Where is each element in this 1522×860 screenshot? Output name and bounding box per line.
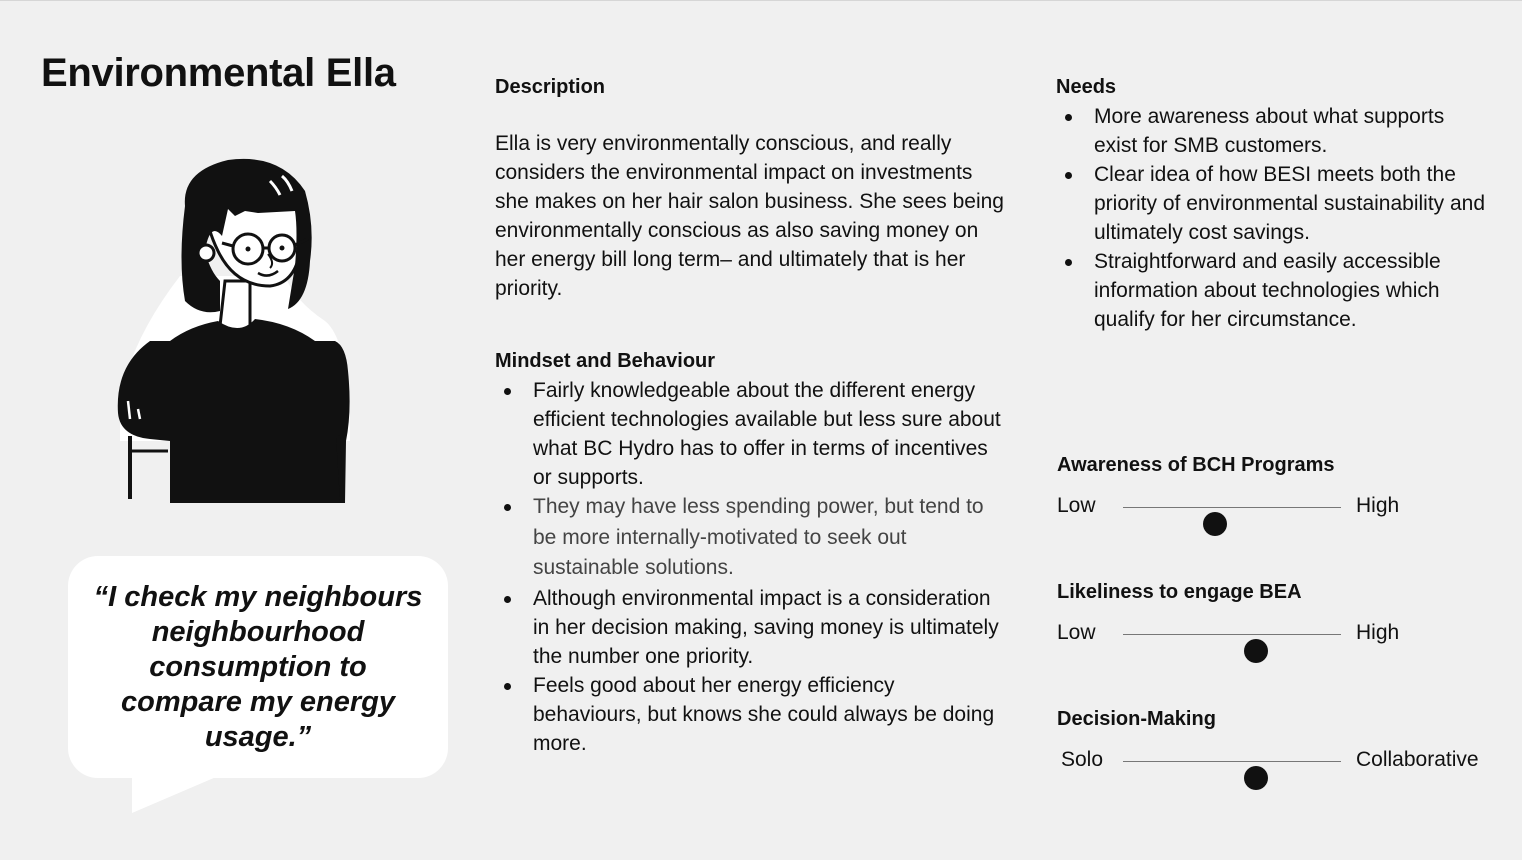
persona-avatar-illustration bbox=[110, 151, 360, 511]
scale-high-label: Collaborative bbox=[1356, 748, 1479, 771]
scale-track bbox=[1123, 507, 1341, 508]
scale-high-label: High bbox=[1356, 494, 1400, 517]
list-item: More awareness about what supports exist for SMB customers. bbox=[1056, 102, 1486, 160]
scale-title: Likeliness to engage BEA bbox=[1057, 581, 1302, 603]
speech-bubble-tail bbox=[130, 771, 230, 816]
mindset-list bbox=[495, 376, 1005, 758]
persona-name: Environmental Ella bbox=[41, 51, 396, 95]
list-item: Clear idea of how BESI meets both the priority of environmental sustainability and ultimately cost savings. bbox=[1056, 160, 1486, 247]
scale-knob bbox=[1203, 512, 1227, 536]
scale-title: Awareness of BCH Programs bbox=[1057, 454, 1335, 476]
decision-making-scale bbox=[1057, 708, 1497, 779]
list-item: They may have less spending power, but tend to be more internally-motivated to seek out sustainable solutions. bbox=[495, 492, 1005, 584]
scale-high-label: High bbox=[1356, 621, 1400, 644]
engagement-scale bbox=[1057, 581, 1497, 652]
list-item: Fairly knowledgeable about the different energy efficient technologies available but less sure about what BC Hydro has to offer in terms of incentives or supports. bbox=[495, 376, 1005, 492]
scale-low-label: Low bbox=[1057, 621, 1096, 644]
quote-speech-bubble bbox=[68, 556, 448, 778]
mindset-heading: Mindset and Behaviour bbox=[495, 350, 716, 372]
scale-low-label: Low bbox=[1057, 494, 1096, 517]
needs-heading: Needs bbox=[1056, 76, 1117, 98]
scale-title: Decision-Making bbox=[1057, 708, 1216, 730]
list-item: Although environmental impact is a consideration in her decision making, saving money is ultimately the number one priority. bbox=[495, 584, 1005, 671]
scale-track bbox=[1123, 634, 1341, 635]
scale-low-label: Solo bbox=[1061, 748, 1104, 771]
scale-knob bbox=[1244, 766, 1268, 790]
needs-column bbox=[1056, 73, 1486, 334]
needs-list bbox=[1056, 102, 1486, 334]
description-text: Ella is very environmentally conscious, and really considers the environmental impact on investments she makes on her hair salon business. She sees being environmentally conscious as also saving money on her energy bill long term– and ultimately that is her priority. bbox=[495, 132, 1004, 300]
list-item: Feels good about her energy efficiency behaviours, but knows she could always be doing more. bbox=[495, 671, 1005, 758]
awareness-scale bbox=[1057, 454, 1497, 525]
scale-track bbox=[1123, 761, 1341, 762]
description-heading: Description bbox=[495, 76, 606, 98]
persona-quote: “I check my neighbours neighbourhood consumption to compare my energy usage.” bbox=[93, 580, 423, 753]
scale-knob bbox=[1244, 639, 1268, 663]
description-column bbox=[495, 73, 1005, 758]
list-item: Straightforward and easily accessible information about technologies which qualify for her circumstance. bbox=[1056, 247, 1486, 334]
